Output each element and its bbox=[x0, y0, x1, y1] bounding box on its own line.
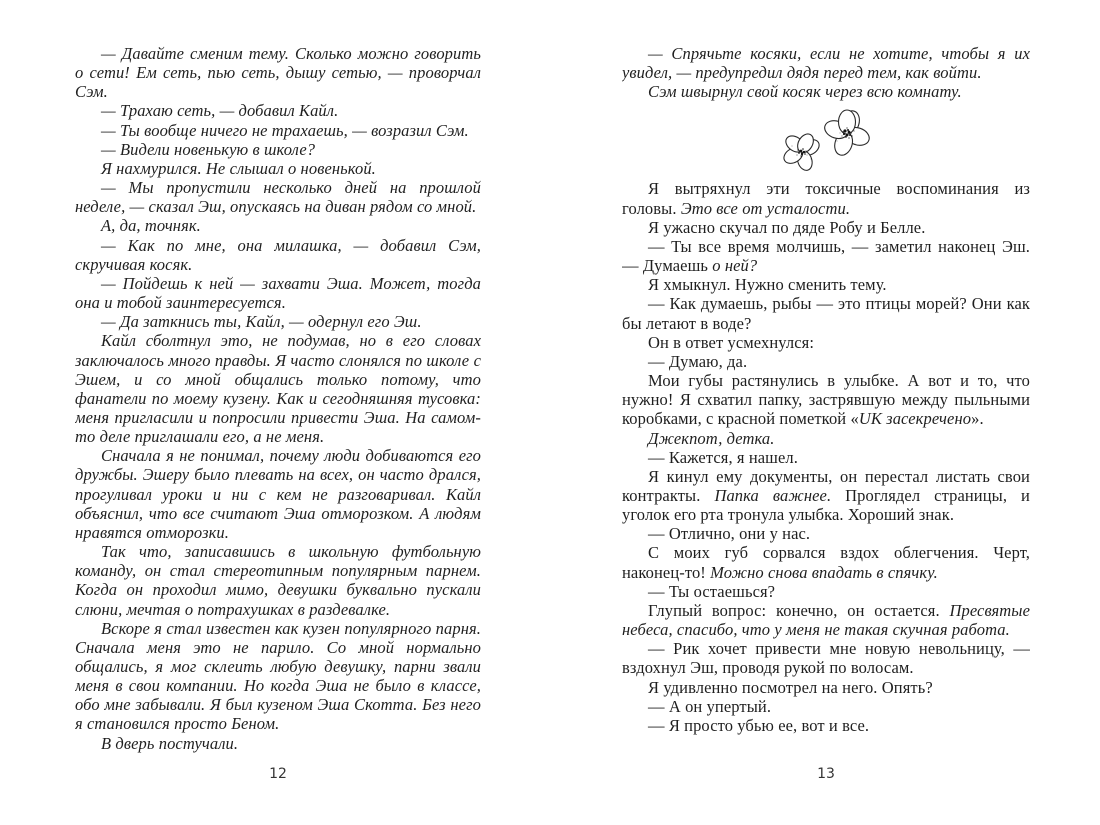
paragraph: — Ты вообще ничего не трахаешь, — возразил Сэм. bbox=[101, 120, 469, 140]
page-left-text bbox=[75, 44, 481, 758]
paragraph: — Ты все время молчишь, — заметил наконец Эш. — Думаешь о ней? bbox=[622, 236, 1030, 276]
paragraph: Кайл сболтнул это, не подумав, но в его словах заключалось много правды. Я часто слонялся по школе с Эшем, и со мной общались только потому, что фанатели по моему кузену. Как и сегодняшняя тусовка: меня пригласили и попросили привести Эша. На самом-то деле приглашали его, а не меня. bbox=[75, 331, 481, 447]
paragraph: — Я просто убью ее, вот и все. bbox=[648, 715, 870, 735]
page-right-text bbox=[622, 44, 1030, 758]
paragraph: Я удивленно посмотрел на него. Опять? bbox=[648, 677, 933, 697]
page-number-left: 12 bbox=[269, 766, 287, 782]
paragraph: — Рик хочет привести мне новую невольницу, — вздохнул Эш, проводя рукой по волосам. bbox=[622, 639, 1030, 678]
paragraph: Джекпот, детка. bbox=[648, 428, 775, 448]
paragraph: Глупый вопрос: конечно, он остается. Пресвятые небеса, спасибо, что у меня не такая скучная работа. bbox=[622, 600, 1030, 640]
paragraph: Так что, записавшись в школьную футбольную команду, он стал стереотипным популярным парнем. Когда он проходил мимо, девушки буквально пускали слюни, мечтая о потрахушках в раздевалке. bbox=[75, 542, 481, 619]
paragraph: — Да заткнись ты, Кайл, — одернул его Эш. bbox=[101, 312, 422, 332]
paragraph: Мои губы растянулись в улыбке. А вот и то, что нужно! Я схватил папку, застрявшую между пыльными коробками, с красной пометкой «UK засекречено». bbox=[622, 371, 1030, 429]
paragraph: Я кинул ему документы, он перестал листать свои контракты. Папка важнее. Проглядел страницы, и уголок его рта тронула улыбка. Хороший знак. bbox=[622, 466, 1030, 525]
paragraph: А, да, точняк. bbox=[101, 216, 201, 236]
paragraph: Сначала я не понимал, почему люди добиваются его дружбы. Эшеру было плевать на всех, он часто дрался, прогуливал уроки и ни с кем не разговаривал. Кайл объяснил, что все считают Эша отморозком. А людям нравятся отморозки. bbox=[75, 446, 481, 542]
flowers-ornament-icon bbox=[622, 103, 1030, 177]
paragraph: — Отлично, они у нас. bbox=[648, 524, 811, 544]
paragraph: Он в ответ усмехнулся: bbox=[648, 332, 815, 352]
page-number-right: 13 bbox=[817, 766, 835, 782]
paragraph: Сэм швырнул свой косяк через всю комнату. bbox=[648, 82, 962, 102]
paragraph: — Как по мне, она милашка, — добавил Сэм, скручивая косяк. bbox=[75, 235, 481, 274]
paragraph: — Кажется, я нашел. bbox=[648, 447, 798, 467]
paragraph: В дверь постучали. bbox=[101, 733, 239, 753]
paragraph: Я вытряхнул эти токсичные воспоминания из головы. Это все от усталости. bbox=[622, 179, 1030, 218]
paragraph: Я нахмурился. Не слышал о новенькой. bbox=[101, 158, 376, 178]
paragraph: — Пойдешь к ней — захвати Эша. Может, тогда она и тобой заинтересуется. bbox=[75, 273, 481, 313]
paragraph: — Думаю, да. bbox=[648, 351, 748, 371]
paragraph: — Мы пропустили несколько дней на прошлой неделе, — сказал Эш, опускаясь на диван рядом со мной. bbox=[75, 178, 481, 217]
paragraph: Вскоре я стал известен как кузен популярного парня. Сначала меня это не парило. Со мной нормально общались, я мог склеить любую девушку, парни звали меня в свои компании. Но когда Эша не было в классе, обо мне забывали. Я был кузеном Эша Скотта. Без него я становился просто Беном. bbox=[75, 618, 481, 734]
paragraph: Я ужасно скучал по дяде Робу и Белле. bbox=[648, 217, 926, 237]
paragraph: — Спрячьте косяки, если не хотите, чтобы я их увидел, — предупредил дядя перед тем, как войти. bbox=[622, 44, 1030, 83]
paragraph: — А он упертый. bbox=[648, 696, 772, 716]
paragraph: — Трахаю сеть, — добавил Кайл. bbox=[101, 101, 339, 121]
paragraph: — Видели новенькую в школе? bbox=[101, 139, 316, 159]
page-left bbox=[75, 44, 481, 810]
page-right bbox=[622, 44, 1030, 810]
present-text bbox=[622, 179, 1030, 735]
paragraph: Я хмыкнул. Нужно сменить тему. bbox=[648, 275, 887, 295]
paragraph: — Как думаешь, рыбы — это птицы морей? Они как бы летают в воде? bbox=[622, 294, 1030, 333]
flashback-text bbox=[622, 44, 1030, 101]
paragraph: С моих губ сорвался вздох облегчения. Черт, наконец-то! Можно снова впадать в спячку. bbox=[622, 543, 1030, 582]
paragraph: — Ты остаешься? bbox=[648, 581, 776, 601]
paragraph: — Давайте сменим тему. Сколько можно говорить о сети! Ем сеть, пью сеть, дышу сетью, — проворчал Сэм. bbox=[75, 44, 481, 102]
